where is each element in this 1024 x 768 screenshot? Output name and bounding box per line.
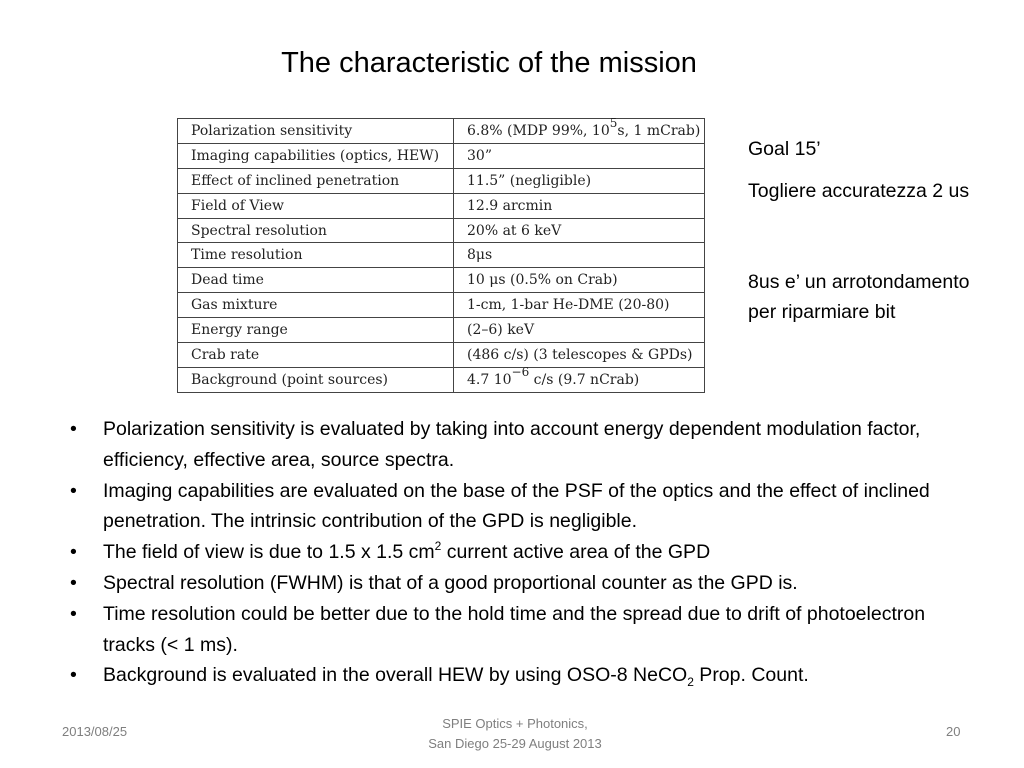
bullet-marker: • — [70, 664, 77, 687]
table-row — [178, 143, 705, 168]
note-rounding: 8us e’ un arrotondamento per riparmiare bit — [748, 271, 970, 323]
table-row — [178, 168, 705, 193]
bullet-marker: • — [70, 418, 77, 440]
table-cell-value — [454, 115, 705, 144]
table-cell-value — [454, 143, 705, 168]
table-cell-parameter: Effect of inclined penetration — [178, 168, 454, 193]
bullet-marker: • — [70, 479, 77, 502]
value-text: 1-cm, 1-bar He-DME (20-80) — [467, 297, 670, 314]
table-cell-parameter: Spectral resolution — [178, 218, 454, 243]
bullet-text: The field of view is due to 1.5 x 1.5 cm — [103, 541, 435, 564]
slide-title: The characteristic of the mission — [281, 47, 697, 79]
bullet-tail: current active area of the GPD — [441, 541, 711, 564]
bullet-text: Spectral resolution (FWHM) is that of a good proportional counter as the GPD is. — [103, 571, 798, 594]
bullet-marker: • — [70, 541, 77, 564]
bullet-item — [70, 476, 970, 538]
table-cell-parameter: Dead time — [178, 268, 454, 293]
table-cell-parameter: Imaging capabilities (optics, HEW) — [178, 143, 454, 168]
value-text: 4.7 10 — [467, 371, 512, 388]
table-cell-value — [454, 343, 705, 368]
bullet-tail: Prop. Count. — [693, 664, 809, 687]
footer-event-line2: San Diego 25-29 August 2013 — [428, 736, 602, 751]
bullet-text: Time resolution could be better due to the hold time and the spread due to drift of photoelectron tracks (< 1 ms). — [103, 602, 926, 656]
table-cell-value — [454, 318, 705, 343]
table-cell-parameter: Crab rate — [178, 343, 454, 368]
mission-characteristics-table-container — [177, 115, 705, 393]
value-text: 8μs — [467, 247, 493, 264]
table-row — [178, 193, 705, 218]
table-cell-value — [454, 243, 705, 268]
table-row — [178, 218, 705, 243]
bullet-marker: • — [70, 571, 77, 594]
value-superscript: −6 — [511, 364, 530, 379]
table-row — [178, 343, 705, 368]
footer-date: 2013/08/25 — [62, 724, 128, 739]
bullet-marker: • — [70, 602, 77, 625]
footer-page-number: 20 — [946, 724, 961, 739]
table-cell-parameter: Field of View — [178, 193, 454, 218]
bullet-list — [70, 414, 970, 691]
table-row — [178, 243, 705, 268]
mission-characteristics-table — [177, 115, 705, 393]
bullet-item — [70, 537, 970, 568]
table-cell-parameter: Polarization sensitivity — [178, 119, 454, 144]
footer-event-line1: SPIE Optics + Photonics, — [442, 716, 588, 731]
value-text: 12.9 arcmin — [467, 197, 553, 214]
value-text: 10 μs (0.5% on Crab) — [467, 272, 618, 289]
value-text: (486 c/s) (3 telescopes & GPDs) — [467, 346, 693, 363]
table-cell-parameter: Gas mixture — [178, 293, 454, 318]
value-text: 20% at 6 keV — [467, 222, 562, 239]
table-cell-parameter: Background (point sources) — [178, 367, 454, 392]
bullet-text: Polarization sensitivity is evaluated by taking into account energy dependent modulation factor, efficiency, effective area, source spectra. — [103, 418, 921, 471]
bullet-text: Background is evaluated in the overall HEW by using OSO-8 NeCO — [103, 664, 688, 687]
table-row — [178, 293, 705, 318]
footer-event — [390, 714, 640, 754]
bullet-superscript: 2 — [434, 539, 442, 554]
table-cell-parameter: Time resolution — [178, 243, 454, 268]
value-text: 6.8% (MDP 99%, 10 — [467, 122, 610, 139]
bullet-subscript: 2 — [687, 675, 694, 690]
table-row — [178, 367, 705, 392]
table-cell-value — [454, 193, 705, 218]
value-text: (2–6) keV — [467, 322, 535, 339]
bullet-item — [70, 599, 970, 661]
note-accuracy: Togliere accuratezza 2 us — [748, 180, 970, 202]
table-row — [178, 268, 705, 293]
value-text: 11.5” (negligible) — [467, 172, 592, 189]
note-goal: Goal 15’ — [748, 138, 821, 160]
table-cell-parameter: Energy range — [178, 318, 454, 343]
value-tail: c/s (9.7 nCrab) — [529, 371, 640, 388]
bullet-item — [70, 568, 970, 599]
table-cell-value — [454, 364, 705, 392]
value-superscript: 5 — [609, 115, 618, 130]
value-text: 30” — [467, 147, 492, 164]
table-cell-value — [454, 268, 705, 293]
table-cell-value — [454, 168, 705, 193]
value-tail: s, 1 mCrab) — [617, 122, 701, 139]
table-cell-value — [454, 218, 705, 243]
table-row — [178, 318, 705, 343]
bullet-item — [70, 414, 970, 476]
bullet-item — [70, 660, 970, 691]
bullet-text: Imaging capabilities are evaluated on the base of the PSF of the optics and the effect of inclined penetration. The intrinsic contribution of the GPD is negligible. — [103, 479, 930, 533]
table-cell-value — [454, 293, 705, 318]
table-row — [178, 119, 705, 144]
